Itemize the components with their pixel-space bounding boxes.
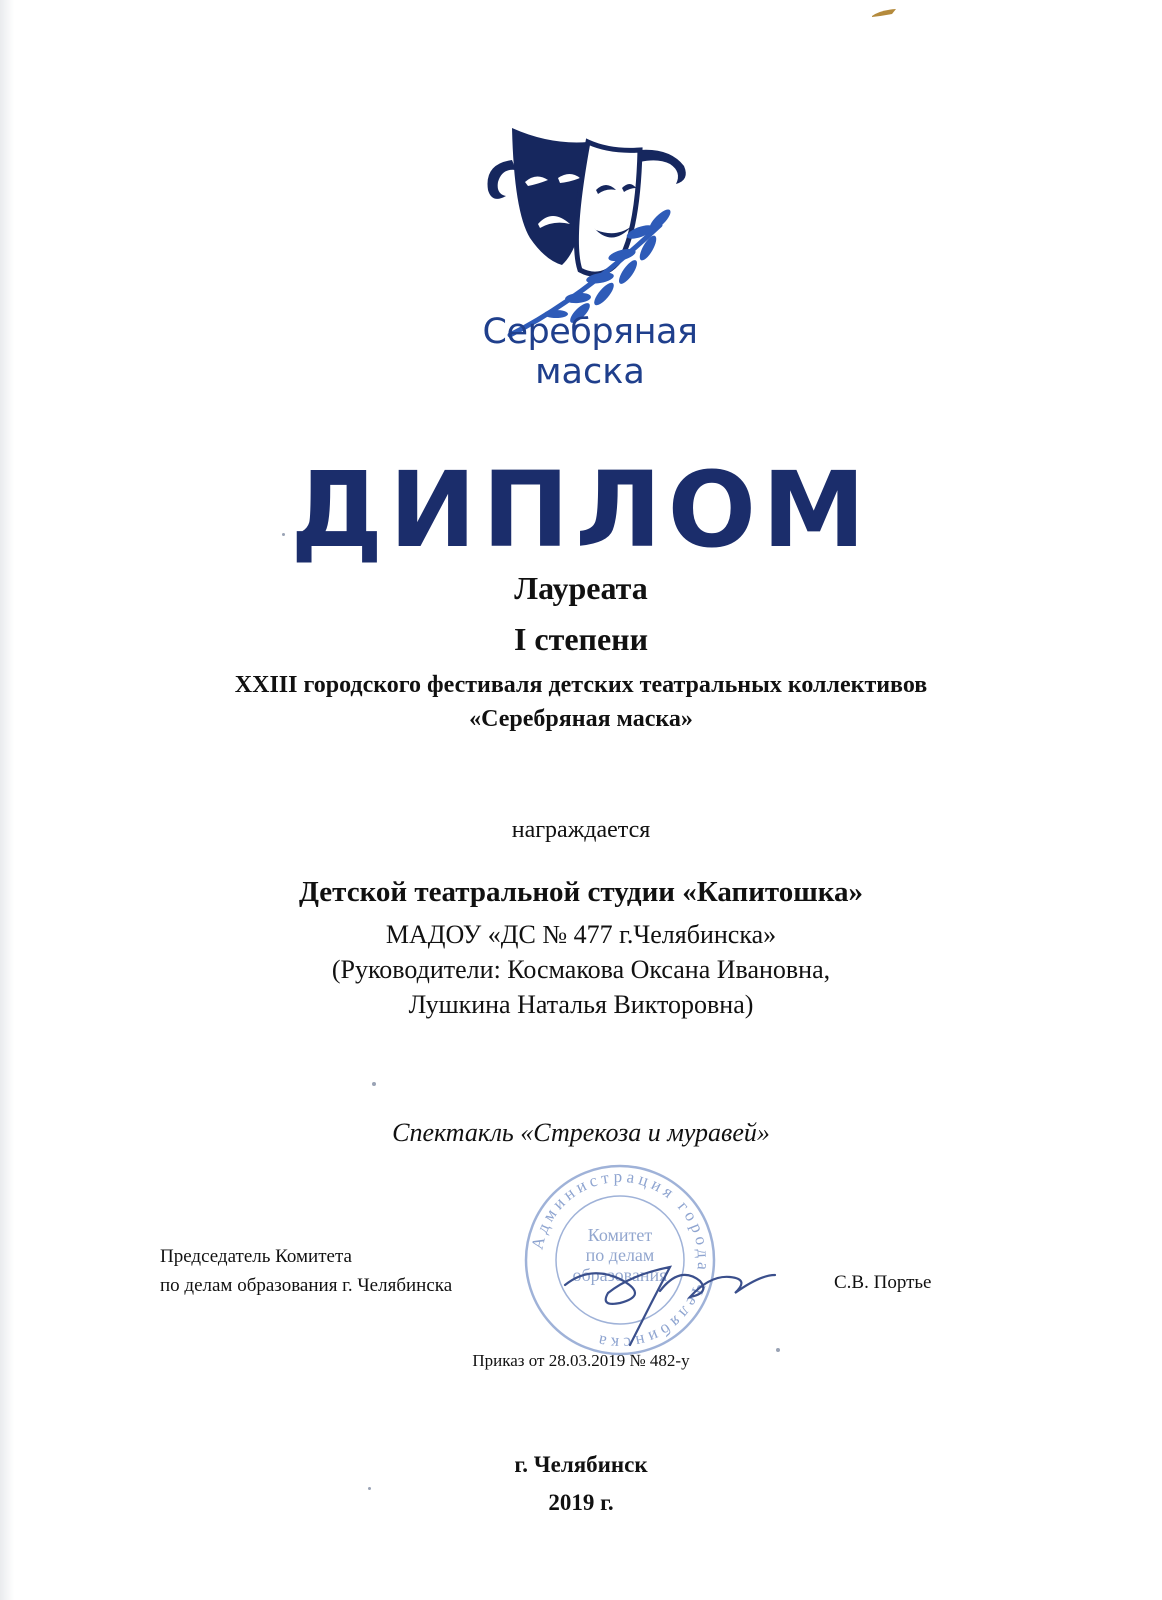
play-title: Спектакль «Стрекоза и муравей» <box>392 1118 770 1147</box>
stamp-center-line-3: образования <box>572 1265 668 1285</box>
scan-speck <box>372 1082 376 1086</box>
diploma-title: ДИПЛОМ <box>290 449 872 571</box>
signer-name: С.В. Портье <box>834 1272 932 1293</box>
footer-city: г. Челябинск <box>514 1452 648 1477</box>
scan-speck <box>282 533 285 536</box>
handwritten-signature <box>560 1245 780 1355</box>
scan-speck <box>368 1487 371 1490</box>
order-reference: Приказ от 28.03.2019 № 482-у <box>472 1351 690 1370</box>
degree-label: I степени <box>513 621 649 657</box>
stamp-ring-text: Администрация города Челябинска <box>527 1166 714 1354</box>
signer-position-line-2: по делам образования г. Челябинска <box>160 1275 453 1296</box>
awarded-label: награждается <box>511 817 651 843</box>
recipient-organization: МАДОУ «ДС № 477 г.Челябинска» <box>385 920 777 949</box>
signer-position <box>160 1242 452 1300</box>
leaders-line-1: (Руководители: Космакова Оксана Ивановна, <box>331 955 831 984</box>
stamp-center-line-1: Комитет <box>587 1225 653 1245</box>
logo-line-2: маска <box>535 352 645 392</box>
signer-position-line-1: Председатель Комитета <box>160 1246 352 1267</box>
corner-ink-mark <box>870 6 898 20</box>
footer-year: 2019 г. <box>548 1490 614 1515</box>
leaders-line-2: Лушкина Наталья Викторовна) <box>408 990 754 1019</box>
stamp-center-line-2: по делам <box>585 1245 655 1265</box>
festival-logo-text <box>470 312 710 392</box>
festival-description: XXIII городского фестиваля детских театральных коллективов <box>234 672 928 698</box>
recipient-studio: Детской театральной студии «Капитошка» <box>298 876 864 908</box>
laureate-label: Лауреата <box>514 570 648 606</box>
logo-line-1: Серебряная <box>482 312 698 352</box>
festival-name: «Серебряная маска» <box>469 706 693 732</box>
scan-speck <box>776 1348 780 1352</box>
